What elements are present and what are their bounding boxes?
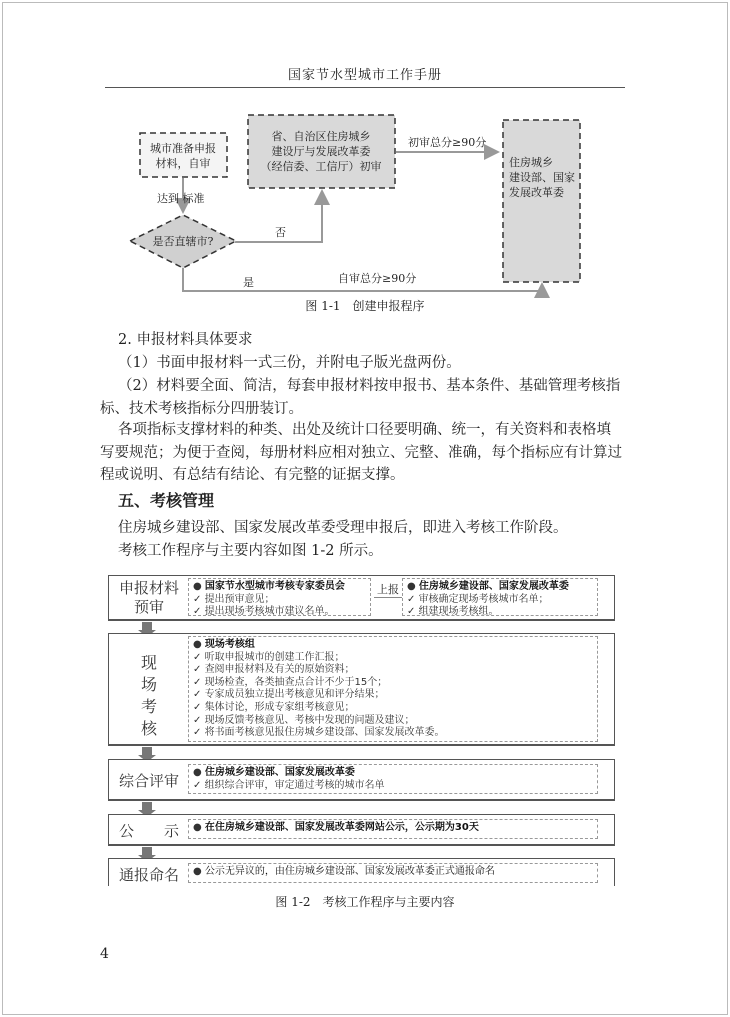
down-arrow-icon	[142, 747, 152, 757]
report-arrow-label: 上报	[374, 581, 402, 598]
onsite-team-box: ● 现场考核组 ✓ 听取申报城市的创建工作汇报； ✓ 查阅申报材料及有关的原始资料； ✓ 现场检查，各类抽查点合计不少于15个； ✓ 专家成员独立提出考核意见和评分结果； ✓ 集体讨论，形成专家组考核意见； ✓ 现场反馈考核意见、考核中发现的问题及建议； ✓ 将书面考核意见报住房城乡建设部、国家发展改革委。	[188, 636, 598, 742]
paragraph: （2）材料要全面、简洁，每套申报材料按申报书、基本条件、基础管理考核指标、技术考核指标分四册装订。	[100, 378, 621, 417]
check-item: 审核确定现场考核城市名单；	[418, 593, 549, 605]
header-rule	[105, 87, 625, 88]
down-arrow-icon	[142, 847, 152, 857]
self-score-label: 自审总分≥90分	[338, 272, 417, 285]
ministry-box-line: 建设部、国家	[509, 171, 575, 184]
stage-review	[108, 759, 615, 801]
stage-naming	[108, 858, 615, 886]
diamond-text: 是否直辖市?	[152, 235, 214, 248]
check-item: 查阅申报材料及有关的原始资料；	[204, 664, 355, 676]
down-arrow-icon	[142, 802, 152, 812]
check-item: 集体讨论，形成专家组考核意见；	[204, 701, 355, 713]
box-head: 在住房城乡建设部、国家发展改革委网站公示，公示期为30天	[204, 822, 479, 833]
box-head: 住房城乡建设部、国家发展改革委	[418, 581, 569, 592]
province-box-line: 建设厅与发展改革委	[271, 145, 371, 158]
check-item: 听取申报城市的创建工作汇报；	[204, 651, 345, 663]
reach-standard-label: 达到 标准	[157, 192, 205, 205]
stage-publicity	[108, 814, 615, 846]
check-item: 组织综合评审，审定通过考核的城市名单	[204, 779, 385, 791]
paragraph: 考核工作程序与主要内容如图 1-2 所示。	[118, 543, 383, 559]
stage-label: 综合评审	[118, 772, 179, 790]
check-item: 将书面考核意见报住房城乡建设部、国家发展改革委。	[204, 727, 445, 739]
stage-label: 公 示	[118, 822, 179, 840]
city-box-line: 城市准备申报	[150, 142, 216, 155]
paragraph: 各项指标支撑材料的种类、出处及统计口径要明确、统一，有关资料和表格填写要规范；为便于查阅，每册材料应相对独立、完整、准确，每个指标应有计算过程或说明、有总结有结论、有完整的证据支撑。	[100, 422, 622, 483]
ministry-box-line: 发展改革委	[509, 186, 564, 199]
down-arrow-icon	[142, 622, 152, 632]
review-box: ● 住房城乡建设部、国家发展改革委 ✓ 组织综合评审，审定通过考核的城市名单	[188, 764, 598, 794]
stage-prereview	[108, 575, 615, 621]
check-item: 现场检查，各类抽查点合计不少于15个；	[204, 676, 388, 688]
figure-1-caption: 图 1-1 创建申报程序	[305, 299, 425, 313]
province-box-line: （经信委、工信厅）初审	[260, 160, 382, 173]
province-box-line: 省、自治区住房城乡	[271, 130, 371, 143]
publicity-box: ● 在住房城乡建设部、国家发展改革委网站公示，公示期为30天	[188, 819, 598, 839]
no-label: 否	[275, 226, 286, 239]
stage-label: 申报材料预审	[118, 579, 179, 616]
expert-committee-box: ● 国家节水型城市考核专家委员会 ✓ 提出预审意见； ✓ 提出现场考核城市建议名单。	[188, 578, 371, 616]
city-box	[140, 133, 227, 177]
ministry-box	[503, 120, 580, 282]
paragraph: （1）书面申报材料一式三份，并附电子版光盘两份。	[118, 355, 461, 371]
figure-2-caption: 图 1-2 考核工作程序与主要内容	[275, 895, 455, 909]
check-item: 提出现场考核城市建议名单。	[204, 606, 335, 617]
page-number: 4	[100, 946, 109, 962]
box-head: 国家节水型城市考核专家委员会	[204, 581, 345, 592]
box-head: 现场考核组	[204, 639, 255, 650]
section-heading: 五、考核管理	[118, 491, 215, 510]
initial-score-label: 初审总分≥90分	[408, 136, 487, 149]
check-item: 现场反馈考核意见、考核中发现的问题及建议；	[204, 714, 415, 726]
ministry-box: ● 住房城乡建设部、国家发展改革委 ✓ 审核确定现场考核城市名单； ✓ 组建现场考核组。	[402, 578, 598, 616]
paragraph: 住房城乡建设部、国家发展改革委受理申报后，即进入考核工作阶段。	[118, 520, 568, 536]
figure-1-flowchart	[100, 100, 620, 320]
city-box-line: 材料，自审	[155, 157, 211, 170]
ministry-box-line: 住房城乡	[509, 156, 553, 169]
box-head: 住房城乡建设部、国家发展改革委	[204, 767, 355, 778]
naming-box: ● 公示无异议的，由住房城乡建设部、国家发展改革委正式通报命名	[188, 863, 598, 883]
stage-label: 现场考核	[140, 653, 157, 738]
check-item: 专家成员独立提出考核意见和评分结果；	[204, 689, 385, 701]
check-item: 组建现场考核组。	[418, 606, 499, 617]
stage-label: 通报命名	[118, 866, 179, 884]
yes-label: 是	[243, 276, 254, 289]
stage-onsite	[108, 633, 615, 746]
running-header: 国家节水型城市工作手册	[287, 68, 442, 83]
subheading: 2. 申报材料具体要求	[118, 332, 253, 348]
check-item: 提出预审意见；	[204, 593, 275, 605]
box-head: 公示无异议的，由住房城乡建设部、国家发展改革委正式通报命名	[204, 866, 495, 877]
